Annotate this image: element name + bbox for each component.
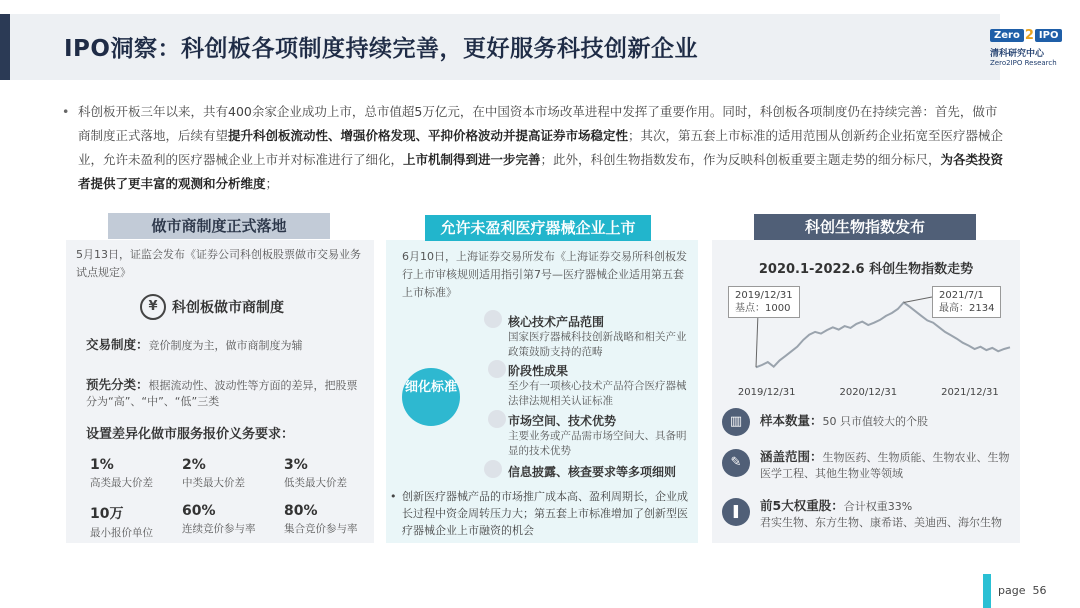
leader-line-base (756, 313, 758, 367)
intro-bold-3: 为各类投资者提供了更丰富的观测和分析维度 (78, 152, 1004, 191)
stat-value: 80% (284, 503, 318, 519)
stat-item (182, 457, 292, 490)
p2-item (508, 412, 693, 459)
p3-label: 样本数量： (760, 413, 823, 428)
item-dot (484, 460, 502, 478)
stat-label: 集合竞价参与率 (284, 523, 358, 535)
stat-item (284, 503, 394, 536)
p2-item-desc: 至少有一项核心技术产品符合医疗器械法律法规相关认证标准 (508, 380, 687, 407)
stat-label: 最小报价单位 (90, 527, 153, 539)
stat-label: 低类最大价差 (284, 477, 347, 489)
p1-trade-text: 竞价制度为主，做市商制度为辅 (148, 339, 303, 352)
intro-text-1: 科创板开板三年以来，共有400余家企业成功上市，总市值超5万亿元，在中国资本市场改革进程中发挥了重要作用。同时，科创板各项制度仍在持续完善：首先，做市商制度正式落地，后续有望 (78, 104, 998, 143)
p3-label2: 合计权重33% (843, 500, 913, 513)
p1-class-row (86, 377, 366, 410)
p2-item-desc: 国家医疗器械科技创新战略和相关产业政策鼓励支持的范畴 (508, 331, 687, 358)
p3-label: 涵盖范围： (760, 449, 823, 464)
stat-item (284, 457, 394, 490)
document-icon: ✎ (722, 449, 750, 477)
stat-value: 10万 (90, 506, 124, 522)
p2-item (508, 313, 693, 360)
p2-intro: 6月10日，上海证券交易所发布《上海证券交易所科创板发行上市审核规则适用指引第7号—医疗器械企业适用第五套上市标准》 (402, 250, 687, 299)
intro-text-4: ； (265, 176, 279, 191)
bookmark-icon: ❚ (722, 498, 750, 526)
p1-req-heading: 设置差异化做市服务报价义务要求： (86, 427, 295, 442)
callout-base (728, 286, 800, 318)
p3-text: 君实生物、东方生物、康希诺、美迪西、海尔生物 (760, 516, 1002, 529)
page-accent (983, 574, 991, 608)
stat-value: 2% (182, 457, 206, 473)
p3-body (760, 408, 1015, 430)
stat-value: 1% (90, 457, 114, 473)
leader-line-peak (904, 297, 932, 302)
p2-item-title: 核心技术产品范围 (508, 315, 605, 329)
page-title: IPO洞察：科创板各项制度持续完善，更好服务科技创新企业 (64, 36, 698, 62)
p3-label: 前5大权重股： (760, 498, 844, 513)
zero2ipo-logo (990, 26, 1070, 70)
p3-body (760, 449, 1015, 482)
p2-item-title: 市场空间、技术优势 (508, 414, 617, 428)
item-dot (488, 410, 506, 428)
callout-peak (932, 286, 1001, 318)
refine-standard-circle: 细化标准 (402, 368, 460, 426)
p2-item (508, 362, 693, 409)
p2-note-bullet: • (390, 490, 397, 503)
item-dot (488, 360, 506, 378)
stat-label: 中类最大价差 (182, 477, 245, 489)
p3-text: 生物医药、生物质能、生物农业、生物医学工程、其他生物业等领域 (760, 451, 1010, 480)
intro-text-2: ；其次，第五套上市标准的适用范围从创新药企业拓宽至医疗器械企业，允许未盈利的医疗器械企业上市并对标准进行了细化， (78, 128, 1004, 167)
logo-en: Zero2IPO Research (990, 59, 1057, 67)
item-dot (484, 310, 502, 328)
header-market-maker: 做市商制度正式落地 (108, 213, 330, 239)
x-tick-label: 2021/12/31 (941, 387, 999, 398)
stat-value: 3% (284, 457, 308, 473)
callout-base-date: 2019/12/31 (735, 290, 793, 301)
intro-bullet: • (62, 104, 70, 119)
p1-trade-label: 交易制度： (86, 337, 149, 352)
stat-label: 高类最大价差 (90, 477, 153, 489)
intro-bold-2: 上市机制得到进一步完善 (403, 152, 541, 167)
chart-bar-icon: ▥ (722, 408, 750, 436)
yen-icon: ¥ (140, 294, 166, 320)
p3-item-scope (722, 449, 1015, 482)
title-accent (0, 14, 10, 80)
p1-intro: 5月13日，证监会发布《证券公司科创板股票做市交易业务试点规定》 (76, 248, 361, 279)
p2-note (390, 488, 692, 539)
logo-cn: 清科研究中心 (990, 49, 1045, 59)
logo-two: 2 (1024, 27, 1034, 43)
x-tick-label: 2020/12/31 (839, 387, 898, 398)
callout-peak-date: 2021/7/1 (939, 290, 984, 301)
chart-title: 2020.1-2022.6 科创生物指数走势 (758, 262, 974, 277)
logo-zero: Zero (990, 29, 1024, 42)
p2-item-title: 阶段性成果 (508, 364, 569, 378)
stat-item (182, 503, 292, 536)
p3-text: 50 只市值较大的个股 (822, 415, 929, 428)
p3-body (760, 498, 1015, 531)
callout-base-label: 基点：1000 (735, 303, 791, 314)
callout-peak-label: 最高：2134 (939, 303, 995, 314)
p1-logo-text: 科创板做市商制度 (172, 300, 284, 316)
stat-value: 60% (182, 503, 216, 519)
p3-item-top5 (722, 498, 1015, 531)
p2-item (508, 463, 693, 480)
p2-item-title: 信息披露、核查要求等多项细则 (508, 465, 677, 479)
p2-item-desc: 主要业务或产品需市场空间大、具备明显的技术优势 (508, 430, 687, 457)
p1-trade-row (86, 337, 366, 354)
logo-ipo: IPO (1035, 29, 1063, 42)
header-medical-device: 允许未盈利医疗器械企业上市 (425, 215, 651, 241)
p2-note-text: 创新医疗器械产品的市场推广成本高、盈利周期长，企业成长过程中资金周转压力大；第五套上市标准增加了创新型医疗器械企业上市融资的机会 (402, 490, 688, 537)
p1-logo (140, 294, 284, 320)
p1-class-label: 预先分类： (86, 377, 149, 392)
stat-label: 连续竞价参与率 (182, 523, 256, 535)
intro-bold-1: 提升科创板流动性、增强价格发现、平抑价格波动并提高证券市场稳定性 (228, 128, 629, 143)
p3-item-sample (722, 408, 1015, 436)
intro-text-3: ；此外，科创生物指数发布，作为反映科创板重要主题走势的细分标尺， (540, 152, 941, 167)
p1-class-text: 根据流动性、波动性等方面的差异，把股票分为“高”、“中”、“低”三类 (86, 379, 358, 408)
intro-paragraph (62, 100, 1008, 196)
x-tick-label: 2019/12/31 (737, 387, 796, 398)
header-bio-index: 科创生物指数发布 (754, 214, 976, 240)
page-number: page 56 (998, 584, 1047, 597)
